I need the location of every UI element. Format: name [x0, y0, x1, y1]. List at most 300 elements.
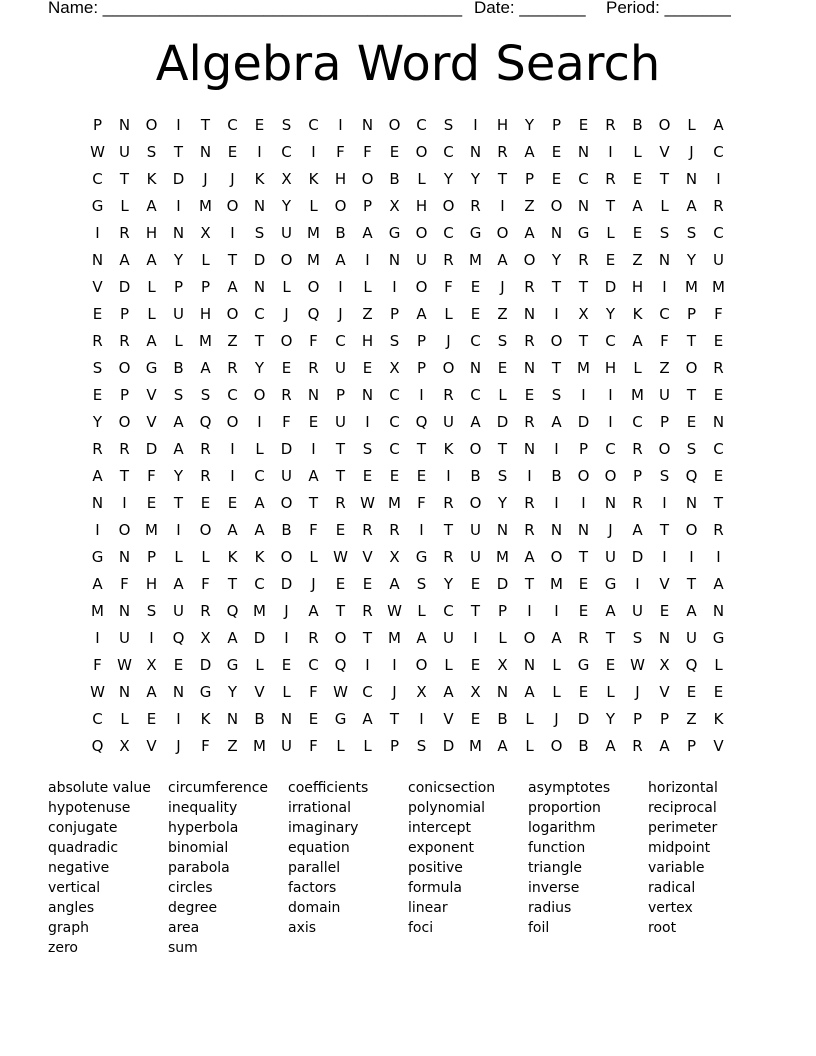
grid-letter: T: [497, 440, 508, 458]
grid-letter: I: [581, 494, 586, 512]
word-list-item: parallel: [288, 860, 341, 876]
grid-letter: F: [309, 683, 318, 701]
word-list-item: function: [528, 840, 586, 856]
grid-letter: R: [362, 602, 373, 620]
grid-letter: R: [524, 413, 535, 431]
word-list-item: domain: [288, 900, 341, 916]
grid-letter: T: [551, 359, 562, 377]
grid-letter: I: [122, 494, 127, 512]
word-list-item: imaginary: [288, 820, 359, 836]
grid-letter: L: [660, 197, 669, 215]
word-list-item: quadradic: [48, 840, 119, 856]
grid-letter: N: [523, 359, 536, 377]
grid-letter: D: [280, 440, 293, 458]
grid-letter: I: [311, 143, 316, 161]
grid-letter: V: [92, 278, 103, 296]
grid-letter: D: [253, 629, 266, 647]
grid-letter: A: [389, 575, 400, 593]
word-list-item: axis: [288, 920, 317, 936]
grid-letter: T: [308, 494, 319, 512]
grid-letter: C: [578, 170, 589, 188]
grid-letter: A: [146, 332, 157, 350]
grid-letter: A: [632, 197, 643, 215]
grid-letter: Y: [470, 170, 481, 188]
grid-letter: C: [254, 305, 265, 323]
grid-letter: B: [335, 224, 346, 242]
grid-letter: E: [578, 116, 589, 134]
grid-letter: C: [92, 170, 103, 188]
grid-letter: E: [281, 656, 292, 674]
word-list-item: intercept: [408, 820, 471, 836]
grid-letter: E: [713, 683, 724, 701]
grid-letter: R: [605, 116, 616, 134]
grid-letter: G: [91, 548, 104, 566]
grid-letter: R: [308, 359, 319, 377]
grid-letter: F: [309, 737, 318, 755]
grid-letter: C: [470, 386, 481, 404]
grid-letter: T: [173, 143, 184, 161]
grid-letter: T: [686, 386, 697, 404]
grid-letter: D: [145, 440, 158, 458]
grid-letter: I: [392, 656, 397, 674]
grid-letter: I: [527, 602, 532, 620]
grid-letter: I: [689, 548, 694, 566]
grid-letter: N: [118, 602, 131, 620]
grid-letter: A: [173, 575, 184, 593]
grid-letter: A: [686, 602, 697, 620]
grid-letter: L: [120, 710, 129, 728]
grid-letter: C: [308, 656, 319, 674]
grid-letter: V: [443, 710, 454, 728]
grid-letter: R: [119, 224, 130, 242]
grid-letter: X: [470, 683, 481, 701]
grid-letter: R: [443, 494, 454, 512]
grid-letter: G: [469, 224, 482, 242]
grid-letter: Y: [605, 710, 616, 728]
grid-letter: I: [419, 710, 424, 728]
grid-letter: B: [578, 737, 589, 755]
grid-letter: M: [145, 521, 158, 539]
grid-letter: R: [92, 440, 103, 458]
grid-letter: S: [362, 440, 373, 458]
grid-letter: N: [199, 143, 212, 161]
grid-letter: C: [443, 143, 454, 161]
grid-letter: F: [201, 737, 210, 755]
grid-letter: F: [282, 413, 291, 431]
grid-letter: N: [253, 197, 266, 215]
grid-letter: M: [496, 548, 509, 566]
word-list-item: angles: [48, 900, 95, 916]
grid-letter: E: [335, 575, 346, 593]
grid-letter: Z: [686, 710, 697, 728]
grid-letter: P: [335, 386, 346, 404]
grid-letter: Y: [551, 251, 562, 269]
grid-letter: J: [284, 602, 289, 620]
grid-letter: I: [338, 116, 343, 134]
grid-letter: F: [417, 494, 426, 512]
grid-letter: K: [254, 548, 265, 566]
word-list-item: triangle: [528, 860, 582, 876]
grid-letter: R: [524, 494, 535, 512]
grid-letter: L: [498, 629, 507, 647]
grid-letter: G: [226, 656, 239, 674]
grid-letter: E: [578, 683, 589, 701]
grid-letter: N: [685, 170, 698, 188]
grid-letter: T: [362, 629, 373, 647]
grid-letter: T: [443, 521, 454, 539]
grid-letter: U: [470, 521, 481, 539]
grid-letter: E: [713, 332, 724, 350]
grid-letter: N: [550, 224, 563, 242]
grid-letter: M: [199, 332, 212, 350]
grid-letter: A: [524, 224, 535, 242]
grid-letter: T: [119, 170, 130, 188]
word-list-item: radius: [528, 900, 572, 916]
grid-letter: N: [496, 683, 509, 701]
grid-letter: E: [362, 575, 373, 593]
grid-letter: I: [608, 143, 613, 161]
grid-letter: M: [253, 602, 266, 620]
grid-letter: C: [443, 224, 454, 242]
grid-letter: U: [416, 251, 427, 269]
grid-letter: T: [605, 629, 616, 647]
grid-letter: O: [415, 224, 428, 242]
grid-letter: D: [496, 575, 509, 593]
grid-letter: O: [280, 332, 293, 350]
grid-letter: Q: [226, 602, 239, 620]
grid-letter: L: [417, 602, 426, 620]
grid-letter: L: [309, 548, 318, 566]
grid-letter: U: [119, 143, 130, 161]
name-field: Name: ______________________________________: [48, 0, 463, 17]
grid-letter: H: [145, 575, 158, 593]
grid-letter: O: [577, 467, 590, 485]
grid-letter: B: [254, 710, 265, 728]
grid-letter: T: [416, 440, 427, 458]
word-list-item: equation: [288, 840, 350, 856]
grid-letter: A: [416, 629, 427, 647]
grid-letter: L: [201, 548, 210, 566]
grid-letter: R: [578, 251, 589, 269]
grid-letter: B: [497, 710, 508, 728]
grid-letter: P: [659, 710, 670, 728]
grid-letter: N: [523, 305, 536, 323]
grid-letter: R: [443, 386, 454, 404]
grid-letter: A: [686, 197, 697, 215]
grid-letter: I: [284, 629, 289, 647]
grid-letter: L: [525, 737, 534, 755]
grid-letter: F: [714, 305, 723, 323]
grid-letter: D: [577, 710, 590, 728]
grid-letter: A: [119, 251, 130, 269]
grid-letter: Y: [605, 305, 616, 323]
grid-letter: O: [685, 521, 698, 539]
grid-letter: I: [149, 629, 154, 647]
grid-letter: L: [444, 656, 453, 674]
grid-letter: A: [713, 116, 724, 134]
grid-letter: E: [173, 656, 184, 674]
grid-letter: L: [606, 683, 615, 701]
word-list-item: area: [168, 920, 200, 936]
grid-letter: L: [147, 305, 156, 323]
grid-letter: Q: [415, 413, 428, 431]
grid-letter: I: [176, 710, 181, 728]
grid-letter: T: [173, 494, 184, 512]
word-list-item: conicsection: [408, 780, 496, 796]
grid-letter: L: [255, 656, 264, 674]
grid-letter: I: [473, 629, 478, 647]
grid-letter: M: [469, 737, 482, 755]
grid-letter: Y: [524, 116, 535, 134]
grid-letter: R: [713, 521, 724, 539]
grid-letter: S: [632, 629, 643, 647]
grid-letter: O: [442, 197, 455, 215]
grid-letter: O: [550, 737, 563, 755]
grid-letter: A: [605, 602, 616, 620]
grid-letter: I: [338, 278, 343, 296]
grid-letter: E: [470, 278, 481, 296]
grid-letter: E: [335, 521, 346, 539]
grid-letter: C: [443, 602, 454, 620]
grid-letter: E: [146, 710, 157, 728]
grid-letter: H: [334, 170, 347, 188]
grid-letter: P: [146, 548, 157, 566]
word-list-item: proportion: [528, 800, 601, 816]
grid-letter: G: [712, 629, 725, 647]
grid-letter: U: [470, 548, 481, 566]
grid-letter: U: [335, 413, 346, 431]
grid-letter: W: [117, 656, 132, 674]
grid-letter: I: [230, 224, 235, 242]
grid-letter: W: [333, 548, 348, 566]
grid-letter: I: [392, 278, 397, 296]
grid-letter: E: [470, 656, 481, 674]
grid-letter: I: [662, 278, 667, 296]
grid-letter: O: [415, 143, 428, 161]
word-list-item: radical: [648, 880, 696, 896]
grid-letter: O: [550, 197, 563, 215]
grid-letter: P: [119, 305, 130, 323]
grid-letter: J: [500, 278, 505, 296]
word-list-item: vertex: [648, 900, 693, 916]
grid-letter: R: [578, 629, 589, 647]
grid-letter: J: [608, 521, 613, 539]
grid-letter: L: [633, 359, 642, 377]
grid-letter: B: [551, 467, 562, 485]
grid-letter: Y: [173, 251, 184, 269]
grid-letter: B: [281, 521, 292, 539]
grid-letter: A: [497, 737, 508, 755]
grid-letter: A: [146, 251, 157, 269]
grid-letter: T: [200, 116, 211, 134]
grid-letter: O: [550, 332, 563, 350]
grid-letter: O: [388, 116, 401, 134]
grid-letter: G: [415, 548, 428, 566]
grid-letter: I: [176, 197, 181, 215]
grid-letter: Z: [497, 305, 508, 323]
grid-letter: O: [496, 224, 509, 242]
grid-letter: O: [469, 440, 482, 458]
grid-letter: O: [334, 197, 347, 215]
grid-letter: O: [253, 386, 266, 404]
grid-letter: Z: [227, 737, 238, 755]
grid-letter: M: [307, 224, 320, 242]
grid-letter: F: [309, 521, 318, 539]
grid-letter: U: [335, 359, 346, 377]
grid-letter: O: [118, 413, 131, 431]
grid-letter: P: [173, 278, 184, 296]
word-list-item: zero: [48, 940, 78, 956]
grid-letter: J: [230, 170, 235, 188]
grid-letter: H: [604, 359, 617, 377]
grid-letter: E: [281, 359, 292, 377]
grid-letter: N: [118, 116, 131, 134]
grid-letter: O: [280, 548, 293, 566]
grid-letter: N: [118, 548, 131, 566]
grid-letter: I: [635, 575, 640, 593]
grid-letter: Q: [685, 656, 698, 674]
grid-letter: X: [389, 359, 400, 377]
grid-letter: L: [174, 548, 183, 566]
grid-letter: W: [90, 683, 105, 701]
grid-letter: O: [415, 656, 428, 674]
grid-letter: Y: [443, 575, 454, 593]
grid-letter: Q: [307, 305, 320, 323]
grid-letter: X: [200, 629, 211, 647]
grid-letter: E: [578, 602, 589, 620]
grid-letter: E: [713, 467, 724, 485]
grid-letter: V: [146, 737, 157, 755]
grid-letter: Y: [92, 413, 103, 431]
word-list: [48, 780, 768, 960]
grid-letter: T: [389, 710, 400, 728]
grid-letter: I: [176, 521, 181, 539]
grid-letter: D: [577, 413, 590, 431]
grid-letter: A: [632, 521, 643, 539]
grid-letter: R: [524, 521, 535, 539]
grid-letter: I: [419, 521, 424, 539]
word-list-item: vertical: [48, 880, 101, 896]
grid-letter: U: [281, 467, 292, 485]
grid-letter: P: [578, 440, 589, 458]
grid-letter: U: [119, 629, 130, 647]
grid-letter: F: [201, 575, 210, 593]
letter-grid: [84, 114, 732, 762]
grid-letter: E: [470, 710, 481, 728]
grid-letter: D: [442, 737, 455, 755]
grid-letter: P: [389, 305, 400, 323]
word-list-item: sum: [168, 940, 198, 956]
grid-letter: L: [552, 656, 561, 674]
grid-letter: T: [578, 278, 589, 296]
grid-letter: N: [172, 683, 185, 701]
grid-letter: T: [659, 170, 670, 188]
grid-letter: V: [362, 548, 373, 566]
grid-letter: B: [632, 116, 643, 134]
grid-letter: E: [92, 386, 103, 404]
grid-letter: C: [227, 386, 238, 404]
grid-letter: A: [308, 602, 319, 620]
grid-letter: A: [254, 521, 265, 539]
grid-letter: T: [335, 440, 346, 458]
grid-letter: L: [714, 656, 723, 674]
grid-letter: S: [200, 386, 211, 404]
word-list-item: reciprocal: [648, 800, 717, 816]
grid-letter: X: [659, 656, 670, 674]
grid-letter: D: [118, 278, 131, 296]
grid-letter: E: [605, 251, 616, 269]
grid-letter: M: [388, 629, 401, 647]
grid-letter: L: [552, 683, 561, 701]
grid-letter: L: [687, 116, 696, 134]
grid-letter: N: [361, 116, 374, 134]
grid-letter: P: [524, 170, 535, 188]
grid-letter: D: [631, 548, 644, 566]
grid-letter: X: [389, 197, 400, 215]
grid-letter: L: [282, 278, 291, 296]
grid-letter: C: [308, 116, 319, 134]
grid-letter: A: [146, 683, 157, 701]
word-list-item: degree: [168, 900, 218, 916]
grid-letter: T: [578, 332, 589, 350]
grid-letter: I: [95, 224, 100, 242]
word-list-item: perimeter: [648, 820, 718, 836]
grid-letter: O: [118, 521, 131, 539]
word-list-item: polynomial: [408, 800, 486, 816]
grid-letter: Y: [497, 494, 508, 512]
grid-letter: S: [92, 359, 103, 377]
grid-letter: A: [362, 224, 373, 242]
grid-letter: K: [254, 170, 265, 188]
grid-letter: K: [443, 440, 454, 458]
grid-letter: X: [200, 224, 211, 242]
grid-letter: A: [551, 413, 562, 431]
grid-letter: G: [199, 683, 212, 701]
grid-letter: E: [470, 575, 481, 593]
grid-letter: J: [554, 710, 559, 728]
grid-letter: D: [199, 656, 212, 674]
grid-letter: C: [389, 413, 400, 431]
grid-letter: S: [686, 440, 697, 458]
grid-letter: E: [227, 494, 238, 512]
grid-letter: X: [119, 737, 130, 755]
grid-letter: X: [389, 548, 400, 566]
grid-letter: E: [92, 305, 103, 323]
grid-letter: F: [120, 575, 129, 593]
grid-letter: U: [173, 305, 184, 323]
grid-letter: O: [523, 629, 536, 647]
grid-letter: A: [362, 710, 373, 728]
grid-letter: I: [95, 521, 100, 539]
grid-letter: I: [419, 386, 424, 404]
grid-letter: A: [227, 278, 238, 296]
grid-letter: B: [173, 359, 184, 377]
grid-letter: F: [660, 332, 669, 350]
grid-letter: T: [686, 575, 697, 593]
grid-letter: K: [308, 170, 319, 188]
grid-letter: C: [713, 440, 724, 458]
word-list-item: hypotenuse: [48, 800, 131, 816]
grid-letter: L: [417, 170, 426, 188]
grid-letter: I: [176, 116, 181, 134]
grid-letter: A: [173, 440, 184, 458]
grid-letter: D: [253, 251, 266, 269]
grid-letter: X: [578, 305, 589, 323]
word-list-item: asymptotes: [528, 780, 611, 796]
grid-letter: T: [524, 575, 535, 593]
grid-letter: C: [335, 332, 346, 350]
grid-letter: E: [254, 116, 265, 134]
